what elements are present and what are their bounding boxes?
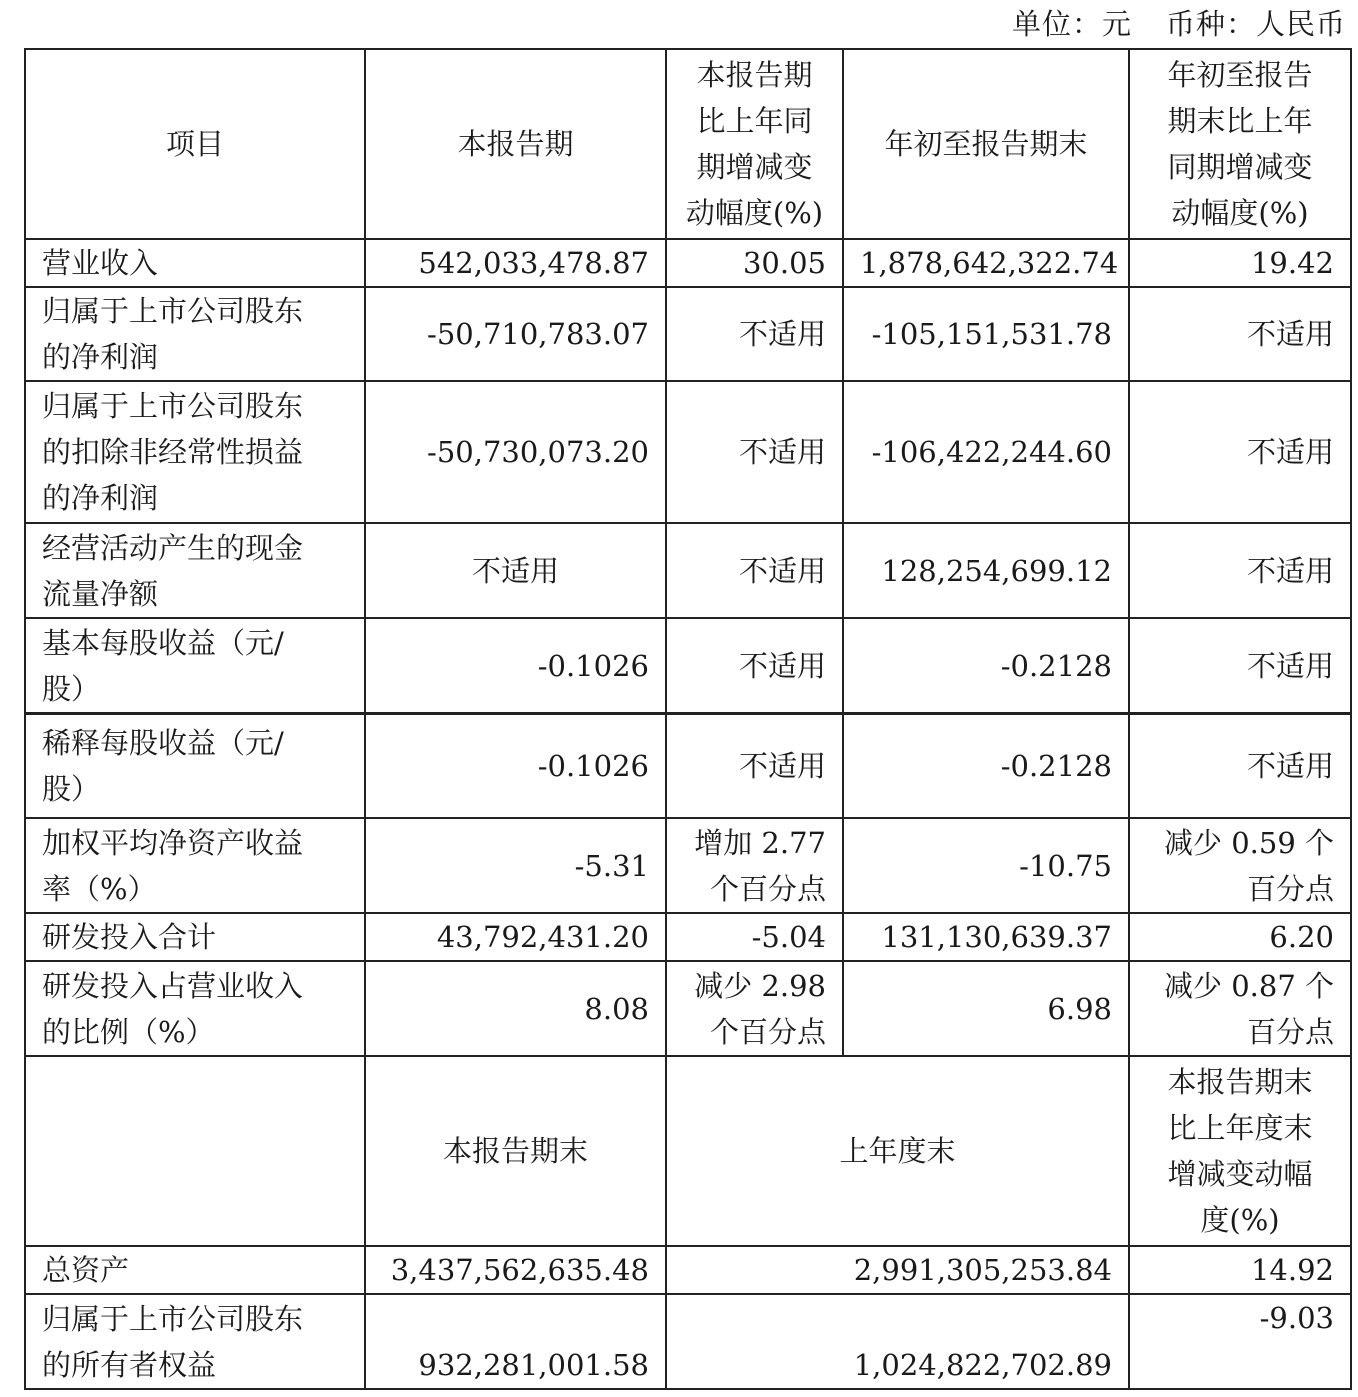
row-item xyxy=(25,714,365,818)
value-line: 不适用 xyxy=(738,435,826,469)
value-line: 不适用 xyxy=(1246,435,1334,469)
table-row xyxy=(25,1294,1351,1389)
row-item xyxy=(25,1294,365,1389)
row-ytd-change xyxy=(1129,523,1351,618)
row-current-change xyxy=(666,381,843,523)
value-line: -5.04 xyxy=(751,920,826,954)
value-line: 减少 2.98 xyxy=(694,968,826,1003)
row-ytd: -105,151,531.78 xyxy=(843,287,1129,381)
row-ytd-change xyxy=(1129,381,1351,523)
row-current-change xyxy=(666,714,843,818)
table-row xyxy=(25,961,1351,1056)
row-ytd-change xyxy=(1129,714,1351,818)
table-row xyxy=(25,618,1351,713)
row-item xyxy=(25,913,365,961)
value-line: 个百分点 xyxy=(709,1014,826,1049)
table-row xyxy=(25,523,1351,618)
row-current: 542,033,478.87 xyxy=(365,239,666,287)
header2-prev-year-end: 上年度末 xyxy=(666,1056,1129,1246)
header-line: 动幅度(%) xyxy=(685,196,824,230)
table-row xyxy=(25,287,1351,381)
header-line: 增减变动幅 xyxy=(1167,1157,1313,1191)
value-line: 增加 2.77 xyxy=(694,825,826,860)
header-line: 年初至报告 xyxy=(1167,58,1313,92)
value-line: 百分点 xyxy=(1246,1014,1334,1049)
header-line: 本报告期 xyxy=(696,58,813,92)
item-line: 归属于上市公司股东 xyxy=(42,389,304,423)
row-current-change xyxy=(666,287,843,381)
value-line: 不适用 xyxy=(1246,648,1334,683)
item-line: 的净利润 xyxy=(42,340,159,374)
row-current-change xyxy=(666,818,843,913)
table-row xyxy=(25,239,1351,287)
item-line: 股） xyxy=(42,772,101,806)
row-ytd-change xyxy=(1129,818,1351,913)
row-item xyxy=(25,381,365,523)
row-current-change xyxy=(666,913,843,961)
table-row xyxy=(25,714,1351,818)
item-line: 的扣除非经常性损益 xyxy=(42,435,304,469)
row-ytd: 6.98 xyxy=(843,961,1129,1056)
header-line: 本报告期末 xyxy=(1167,1065,1313,1099)
header2-change xyxy=(1129,1056,1351,1246)
row-item xyxy=(25,961,365,1056)
item-line: 流量净额 xyxy=(42,576,159,611)
value-line: 不适用 xyxy=(738,648,826,683)
row-item xyxy=(25,287,365,381)
value-line: 百分点 xyxy=(1246,871,1334,906)
financial-table-part1 xyxy=(24,48,1352,714)
row-current: 不适用 xyxy=(365,523,666,618)
header-line: 期末比上年 xyxy=(1167,104,1313,138)
row-current-change xyxy=(666,618,843,713)
value-line: 个百分点 xyxy=(709,871,826,906)
row-item xyxy=(25,818,365,913)
row-ytd-change xyxy=(1129,239,1351,287)
item-line: 股） xyxy=(42,671,101,706)
row-current-change xyxy=(666,523,843,618)
header-line: 比上年度末 xyxy=(1167,1111,1313,1145)
row-item xyxy=(25,618,365,713)
item-line: 加权平均净资产收益 xyxy=(42,825,304,860)
row-item xyxy=(25,239,365,287)
item-line: 率（%） xyxy=(42,871,157,906)
header-line: 期增减变 xyxy=(696,150,813,184)
header-current-period: 本报告期 xyxy=(365,49,666,239)
header-item: 项目 xyxy=(25,49,365,239)
item-line: 的净利润 xyxy=(42,481,159,515)
item-line: 稀释每股收益（元/ xyxy=(42,726,284,760)
row-item xyxy=(25,1246,365,1294)
row-ytd: -0.2128 xyxy=(843,618,1129,713)
header2-item-empty xyxy=(25,1056,365,1246)
item-line: 营业收入 xyxy=(42,246,159,280)
header-ytd: 年初至报告期末 xyxy=(843,49,1129,239)
value-line: 不适用 xyxy=(1246,749,1334,783)
unit-label: 单位：元 xyxy=(1011,7,1132,41)
unit-currency-line xyxy=(1012,4,1346,44)
row-current: -50,710,783.07 xyxy=(365,287,666,381)
currency-label: 币种：人民币 xyxy=(1165,7,1346,41)
header-current-change xyxy=(666,49,843,239)
table-row xyxy=(25,818,1351,913)
value-line: 不适用 xyxy=(738,553,826,588)
row-current: -0.1026 xyxy=(365,714,666,818)
row-period-end: 3,437,562,635.48 xyxy=(365,1246,666,1294)
item-line: 研发投入占营业收入 xyxy=(42,968,304,1003)
row-ytd: -10.75 xyxy=(843,818,1129,913)
value-line: 不适用 xyxy=(1246,553,1334,588)
row-current: -5.31 xyxy=(365,818,666,913)
row-current: -50,730,073.20 xyxy=(365,381,666,523)
value-line: 不适用 xyxy=(738,317,826,351)
row-ytd: -106,422,244.60 xyxy=(843,381,1129,523)
value-line: 6.20 xyxy=(1269,920,1334,954)
row-change: -9.03 xyxy=(1129,1294,1351,1389)
row-ytd: 131,130,639.37 xyxy=(843,913,1129,961)
row-ytd-change xyxy=(1129,961,1351,1056)
table-row xyxy=(25,381,1351,523)
row-ytd: -0.2128 xyxy=(843,714,1129,818)
row-ytd: 128,254,699.12 xyxy=(843,523,1129,618)
item-line: 归属于上市公司股东 xyxy=(42,1301,304,1336)
row-prev-year-end: 1,024,822,702.89 xyxy=(666,1294,1129,1389)
row-current: 43,792,431.20 xyxy=(365,913,666,961)
value-line: 减少 0.87 个 xyxy=(1163,968,1334,1003)
table-header-row-2 xyxy=(25,1056,1351,1246)
item-line: 基本每股收益（元/ xyxy=(42,625,284,660)
item-line: 研发投入合计 xyxy=(42,920,217,954)
row-item xyxy=(25,523,365,618)
row-current: 8.08 xyxy=(365,961,666,1056)
header-line: 动幅度(%) xyxy=(1171,196,1309,230)
header-line: 度(%) xyxy=(1200,1203,1280,1237)
item-line: 总资产 xyxy=(42,1253,130,1287)
row-period-end: 932,281,001.58 xyxy=(365,1294,666,1389)
header-line: 比上年同 xyxy=(696,104,813,138)
row-ytd-change xyxy=(1129,913,1351,961)
table-row xyxy=(25,913,1351,961)
value-line: 30.05 xyxy=(742,246,826,280)
item-line: 的比例（%） xyxy=(42,1014,215,1049)
value-line: 不适用 xyxy=(738,749,826,783)
table-row xyxy=(25,1246,1351,1294)
row-change: 14.92 xyxy=(1129,1246,1351,1294)
financial-table-part2 xyxy=(24,713,1352,1390)
row-current: -0.1026 xyxy=(365,618,666,713)
row-ytd: 1,878,642,322.74 xyxy=(843,239,1129,287)
item-line: 归属于上市公司股东 xyxy=(42,294,304,328)
value-line: 不适用 xyxy=(1246,317,1334,351)
item-line: 的所有者权益 xyxy=(42,1347,217,1382)
item-line: 经营活动产生的现金 xyxy=(42,530,304,565)
row-current-change xyxy=(666,239,843,287)
table-header-row xyxy=(25,49,1351,239)
row-prev-year-end: 2,991,305,253.84 xyxy=(666,1246,1129,1294)
row-ytd-change xyxy=(1129,618,1351,713)
row-current-change xyxy=(666,961,843,1056)
header-line: 同期增减变 xyxy=(1167,150,1313,184)
value-line: 19.42 xyxy=(1250,246,1334,280)
value-line: 减少 0.59 个 xyxy=(1163,825,1334,860)
row-ytd-change xyxy=(1129,287,1351,381)
header-ytd-change xyxy=(1129,49,1351,239)
header2-period-end: 本报告期末 xyxy=(365,1056,666,1246)
